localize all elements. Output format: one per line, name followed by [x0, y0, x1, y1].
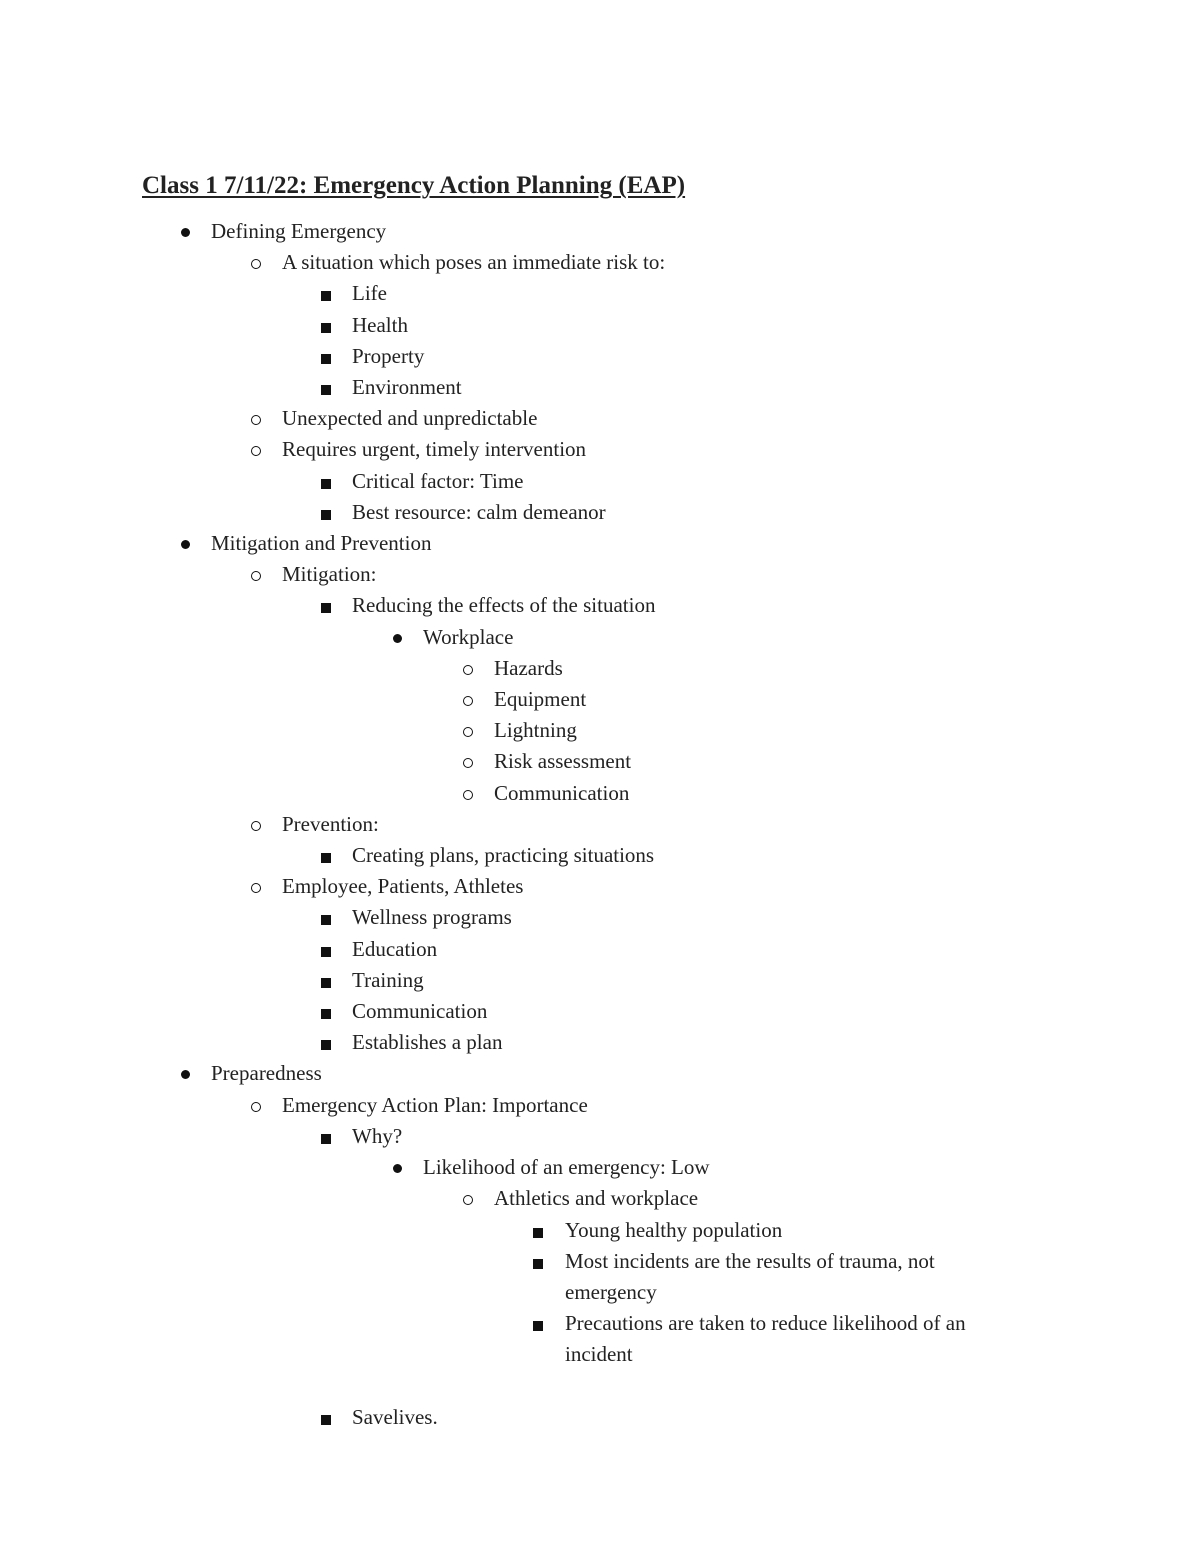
- outline-item-text: Why?: [352, 1123, 403, 1148]
- outline-item-level-2: [0, 559, 1200, 590]
- outline-item-text: Likelihood of an emergency: Low: [423, 1155, 710, 1180]
- outline-item-level-5: [0, 653, 1200, 684]
- outline-item-level-3: [0, 996, 1200, 1027]
- outline-item-text: A situation which poses an immediate risk to:: [282, 250, 666, 275]
- outline-item-level-3: [0, 466, 1200, 497]
- outline-item-text: Hazards: [494, 655, 563, 680]
- outline-item-text: Risk assessment: [494, 749, 632, 774]
- outline-item-text: Prevention:: [282, 811, 379, 836]
- outline-item-level-3: [0, 341, 1200, 372]
- outline-item-level-4: [0, 1152, 1200, 1183]
- square-bullet-icon: [317, 1121, 337, 1152]
- outline-item-level-5: [0, 746, 1200, 777]
- outline-item-level-5: [0, 715, 1200, 746]
- square-bullet-icon: [317, 840, 337, 871]
- outline-item-level-2: [0, 871, 1200, 902]
- circle-bullet-icon: [459, 653, 479, 684]
- circle-bullet-icon: [459, 746, 479, 777]
- outline-item-text: Education: [352, 936, 438, 961]
- outline-item-text: Wellness programs: [352, 905, 512, 930]
- outline-item-text: Mitigation and Prevention: [211, 531, 432, 556]
- disc-bullet-icon: [388, 622, 408, 653]
- outline-list: [0, 216, 1200, 1433]
- outline-item-level-3: [0, 497, 1200, 528]
- square-bullet-icon: [529, 1308, 549, 1339]
- circle-bullet-icon: [247, 559, 267, 590]
- outline-item-text: Emergency Action Plan: Importance: [282, 1092, 588, 1117]
- disc-bullet-icon: [176, 1058, 196, 1089]
- outline-item-text: Equipment: [494, 687, 587, 712]
- outline-item-text: Mitigation:: [282, 562, 377, 587]
- outline-item-level-2: [0, 247, 1200, 278]
- square-bullet-icon: [317, 466, 337, 497]
- circle-bullet-icon: [247, 434, 267, 465]
- outline-item-level-2: [0, 434, 1200, 465]
- outline-item-level-4: [0, 622, 1200, 653]
- outline-item-text: Communication: [494, 780, 630, 805]
- outline-item-text: Creating plans, practicing situations: [352, 843, 655, 868]
- outline-item-level-6: [0, 1215, 1200, 1246]
- square-bullet-icon: [529, 1215, 549, 1246]
- circle-bullet-icon: [247, 247, 267, 278]
- outline-item-level-3: [0, 278, 1200, 309]
- outline-item-level-6: [0, 1246, 1020, 1308]
- outline-item-level-1: [0, 528, 1200, 559]
- square-bullet-icon: [317, 996, 337, 1027]
- outline-item-level-3: [0, 934, 1200, 965]
- outline-item-text: Training: [352, 967, 424, 992]
- circle-bullet-icon: [247, 809, 267, 840]
- outline-item-text: Athletics and workplace: [494, 1186, 699, 1211]
- outline-item-text: Employee, Patients, Athletes: [282, 874, 524, 899]
- square-bullet-icon: [317, 902, 337, 933]
- outline-item-level-3: [0, 1402, 1200, 1433]
- outline-item-text: Reducing the effects of the situation: [352, 593, 656, 618]
- disc-bullet-icon: [176, 528, 196, 559]
- outline-item-level-3: [0, 965, 1200, 996]
- outline-item-level-5: [0, 778, 1200, 809]
- outline-item-text: Unexpected and unpredictable: [282, 406, 538, 431]
- square-bullet-icon: [529, 1246, 549, 1277]
- circle-bullet-icon: [247, 1090, 267, 1121]
- outline-item-text: Requires urgent, timely intervention: [282, 437, 587, 462]
- circle-bullet-icon: [459, 778, 479, 809]
- outline-item-level-1: [0, 1058, 1200, 1089]
- outline-item-text: Health: [352, 312, 408, 337]
- outline-item-level-3: [0, 902, 1200, 933]
- outline-item-level-1: [0, 216, 1200, 247]
- outline-item-text: Environment: [352, 375, 462, 400]
- outline-item-text: Communication: [352, 999, 488, 1024]
- square-bullet-icon: [317, 310, 337, 341]
- outline-item-level-2: [0, 1090, 1200, 1121]
- outline-item-text: Preparedness: [211, 1061, 322, 1086]
- square-bullet-icon: [317, 965, 337, 996]
- outline-item-text: Workplace: [423, 624, 514, 649]
- outline-item-text: Critical factor: Time: [352, 468, 524, 493]
- outline-item-text: Best resource: calm demeanor: [352, 499, 606, 524]
- circle-bullet-icon: [459, 715, 479, 746]
- document-title: Class 1 7/11/22: Emergency Action Planning (EAP): [142, 172, 686, 199]
- outline-item-level-3: [0, 840, 1200, 871]
- outline-item-text: Lightning: [494, 718, 577, 743]
- outline-item-text: Defining Emergency: [211, 219, 387, 243]
- outline-item-level-3: [0, 1121, 1200, 1152]
- outline-item-text: Life: [352, 281, 387, 306]
- square-bullet-icon: [317, 341, 337, 372]
- outline-item-level-5: [0, 1183, 1200, 1214]
- outline-item-level-3: [0, 310, 1200, 341]
- circle-bullet-icon: [459, 1183, 479, 1214]
- blank-line: [0, 1371, 1200, 1402]
- outline-item-level-5: [0, 684, 1200, 715]
- disc-bullet-icon: [176, 216, 196, 247]
- outline-item-level-2: [0, 809, 1200, 840]
- circle-bullet-icon: [459, 684, 479, 715]
- circle-bullet-icon: [247, 871, 267, 902]
- circle-bullet-icon: [247, 403, 267, 434]
- outline-item-level-6: [0, 1308, 1020, 1370]
- outline-item-text: Property: [352, 343, 425, 368]
- outline-item-level-3: [0, 1027, 1200, 1058]
- outline-item-text: Young healthy population: [565, 1217, 783, 1242]
- square-bullet-icon: [317, 278, 337, 309]
- outline-item-text: Establishes a plan: [352, 1030, 503, 1055]
- square-bullet-icon: [317, 1027, 337, 1058]
- outline-item-text: Precautions are taken to reduce likelihood of an incident: [565, 1311, 966, 1367]
- outline-item-level-3: [0, 590, 1200, 621]
- square-bullet-icon: [317, 1402, 337, 1433]
- disc-bullet-icon: [388, 1152, 408, 1183]
- outline-item-text: Savelives.: [352, 1404, 438, 1429]
- square-bullet-icon: [317, 497, 337, 528]
- outline-item-level-2: [0, 403, 1200, 434]
- outline-item-level-3: [0, 372, 1200, 403]
- square-bullet-icon: [317, 590, 337, 621]
- square-bullet-icon: [317, 372, 337, 403]
- outline-item-text: Most incidents are the results of trauma, not emergency: [565, 1248, 935, 1304]
- square-bullet-icon: [317, 934, 337, 965]
